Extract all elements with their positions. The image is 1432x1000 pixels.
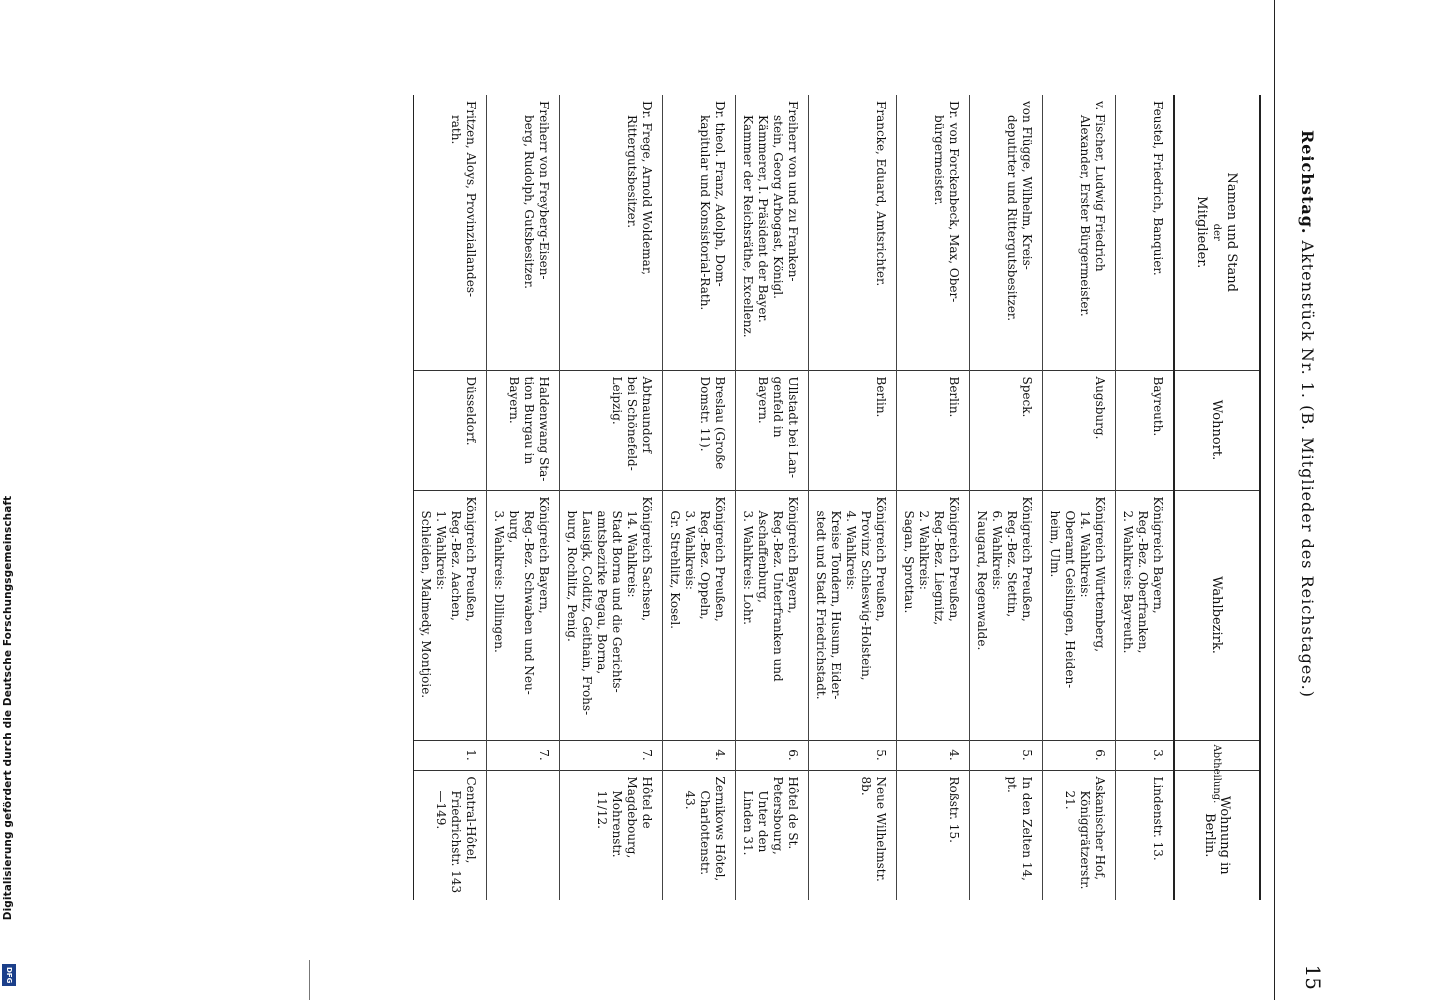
margin-note [0, 0, 20, 1000]
table-row [970, 95, 1043, 900]
residence-line: genfeld in [771, 376, 785, 438]
district-line: Reg.-Bez. Liegnitz, [932, 510, 946, 626]
residence-line: Ullstadt bei Lan- [786, 376, 800, 479]
division-cell: 7. [560, 740, 663, 770]
district-cell [736, 490, 809, 740]
district-cell [897, 490, 970, 740]
district-line: Königreich Bayern, [1151, 496, 1165, 614]
berlin-address-cell [487, 770, 560, 900]
district-cell [1043, 490, 1116, 740]
berlin-line: Charlottenstr. 43. [683, 790, 712, 876]
residence-line: Haldenwang Sta- [537, 376, 551, 482]
table-body [414, 95, 1175, 900]
residence-line: Berlin. [947, 376, 961, 418]
margin-tick [309, 960, 310, 1000]
residence-cell [736, 370, 809, 490]
residence-line: Abtnaundorf [640, 376, 654, 454]
member-name-cell [809, 95, 897, 370]
division-cell: 1. [414, 740, 487, 770]
col-header-residence: Wohnort. [1174, 370, 1260, 490]
name-line: Freiherr von Freyberg-Eisen- [537, 101, 551, 280]
district-line: 6. Wahlkreis: [990, 510, 1004, 590]
district-line: Lausigk, Colditz, Geithain, Frohs- [580, 510, 594, 716]
berlin-line: Central-Hôtel, [464, 776, 478, 864]
berlin-line: Lindenstr. 13. [1151, 776, 1165, 861]
district-cell [414, 490, 487, 740]
table-row [736, 95, 809, 900]
berlin-address-cell [414, 770, 487, 900]
page-title [1287, 130, 1317, 930]
name-line: Rittergutsbesitzer. [625, 115, 639, 229]
members-table [413, 95, 1261, 900]
berlin-line: Roßstr. 15. [947, 776, 961, 843]
district-line: Oberamt Geislingen, Heiden- [1063, 510, 1077, 689]
member-name-cell [897, 95, 970, 370]
member-name-cell [414, 95, 487, 370]
berlin-line: Mohrenstr. 11/12. [595, 790, 624, 858]
table-row [809, 95, 897, 900]
division-cell: 3. [1116, 740, 1175, 770]
berlin-address-cell [809, 770, 897, 900]
residence-cell [560, 370, 663, 490]
member-name-cell [1043, 95, 1116, 370]
district-cell [809, 490, 897, 740]
district-line: 14. Wahlkreis: [1078, 510, 1092, 598]
residence-line: Domstr. 11). [698, 376, 712, 452]
dfg-logo: DFG [2, 964, 16, 986]
district-line: amtsbezirke Pegau, Borna, [595, 510, 609, 675]
title-reichstag: Reichstag. [1298, 130, 1317, 235]
district-line: Königreich Preußen, [1020, 496, 1034, 622]
residence-cell [1116, 370, 1175, 490]
table-row [1043, 95, 1116, 900]
district-line: Reg.-Bez. Stettin, [1005, 510, 1019, 618]
residence-cell [487, 370, 560, 490]
berlin-line: Askanischer Hof, [1093, 776, 1107, 881]
district-line: Reg.-Bez. Unterfranken und [771, 510, 785, 682]
division-cell: 6. [1043, 740, 1116, 770]
header-rule [1274, 0, 1275, 1000]
name-line: berg, Rudolph, Gutsbesitzer. [522, 115, 536, 289]
table-row [487, 95, 560, 900]
name-line: Fritzen, Aloys, Provinziallandes- [464, 101, 478, 298]
district-line: 3. Wahlkreis: Dillingen. [492, 510, 506, 653]
name-line: Alexander, Erster Bürgermeister. [1078, 115, 1092, 317]
district-line: Gr. Strehlitz, Kosel. [668, 510, 682, 629]
name-line: Kämmerer, I. Präsident der Bayer. [756, 115, 770, 323]
district-line: Naugard, Regenwalde. [975, 510, 989, 651]
district-line: Stadt Borna und die Gerichts- [610, 510, 624, 693]
district-line: Reg.-Bez. Oberfranken, [1136, 510, 1150, 654]
district-cell [663, 490, 736, 740]
district-line: Königreich Preußen, [947, 496, 961, 622]
name-line: Dr. theol. Franz, Adolph, Dom- [713, 101, 727, 287]
name-line: Feustel, Friedrich, Banquier. [1151, 101, 1165, 276]
berlin-address-cell [663, 770, 736, 900]
district-line: Sagan, Sprottau. [902, 510, 916, 614]
residence-line: Bayern. [756, 376, 770, 424]
district-line: Königreich Preußen, [464, 496, 478, 622]
residence-line: Berlin. [874, 376, 888, 418]
name-line: deputirter und Rittergutsbesitzer. [1005, 115, 1019, 322]
district-line: burg, Rochlitz, Penig. [565, 510, 579, 642]
funding-note: Digitalisierung gefördert durch die Deutsche Forschungsgemeinschaft [2, 495, 14, 921]
berlin-address-cell [736, 770, 809, 900]
residence-line: Augsburg. [1093, 376, 1107, 440]
name-line: v. Fischer, Ludwig Friedrich [1093, 101, 1107, 272]
berlin-line: Hôtel de Magdebourg, [625, 776, 654, 859]
residence-cell [663, 370, 736, 490]
col-header-name: Namen und Stand der Mitglieder. [1174, 95, 1260, 370]
residence-line: bei Schönefeld- [625, 376, 639, 471]
table-header-row [1174, 95, 1260, 900]
table-row [1116, 95, 1175, 900]
district-line: Königreich Preußen, [874, 496, 888, 622]
col-header-berlin: Wohnung in Berlin. [1174, 770, 1260, 900]
district-line: Reg.-Bez. Schwaben und Neu- [522, 510, 536, 695]
berlin-line: Neue Wilhelmstr. 8b. [859, 776, 888, 882]
page-number: 15 [1301, 964, 1325, 990]
residence-line: Düsseldorf. [464, 376, 478, 446]
name-line: Francke, Eduard, Amtsrichter. [874, 101, 888, 287]
district-line: stedt und Stadt Friedrichstadt. [814, 510, 828, 700]
district-line: 3. Wahlkreis: Lohr. [741, 510, 755, 625]
district-line: Reg.-Bez. Oppeln, [698, 510, 712, 620]
berlin-address-cell [897, 770, 970, 900]
district-line: Kreise Tondern, Husum, Eider- [829, 510, 843, 700]
district-line: Reg.-Bez. Aachen, [449, 510, 463, 621]
district-line: 2. Wahlkreis: [917, 510, 931, 590]
district-cell [487, 490, 560, 740]
district-line: 2. Wahlkreis: Bayreuth. [1121, 510, 1135, 654]
district-line: Königreich Preußen, [713, 496, 727, 622]
residence-line: Leipzig. [610, 376, 624, 425]
residence-cell [809, 370, 897, 490]
table-row [560, 95, 663, 900]
district-line: 3. Wahlkreis: [683, 510, 697, 590]
residence-line: Bayern. [507, 376, 521, 424]
member-name-cell [970, 95, 1043, 370]
division-cell: 4. [897, 740, 970, 770]
berlin-address-cell [1116, 770, 1175, 900]
district-line: heim, Ulm. [1048, 510, 1062, 578]
district-line: Aschaffenburg, [756, 510, 770, 603]
residence-line: Speck. [1020, 376, 1034, 418]
residence-line: Bayreuth. [1151, 376, 1165, 437]
name-line: bürgermeister. [932, 115, 946, 206]
title-rest: Aktenstück Nr. 1. (B. Mitglieder des Reichstages.) [1298, 240, 1317, 698]
berlin-address-cell [560, 770, 663, 900]
col-header-division: Abtheilung. [1174, 740, 1260, 770]
division-cell: 4. [663, 740, 736, 770]
member-name-cell [1116, 95, 1175, 370]
berlin-line: Hôtel de St. Petersbourg, [771, 776, 800, 855]
district-cell [1116, 490, 1175, 740]
division-cell: 5. [809, 740, 897, 770]
name-line: kapitular und Konsistorial-Rath. [698, 115, 712, 311]
berlin-line: Unter den Linden 31. [741, 790, 770, 856]
division-cell: 6. [736, 740, 809, 770]
division-cell: 7. [487, 740, 560, 770]
district-line: Königreich Bayern, [786, 496, 800, 614]
district-line: burg, [507, 510, 521, 544]
berlin-address-cell [1043, 770, 1116, 900]
district-line: Provinz Schleswig-Holstein, [859, 510, 873, 681]
district-line: 14. Wahlkreis: [625, 510, 639, 598]
member-name-cell [487, 95, 560, 370]
name-line: Kammer der Reichsräthe, Excellenz. [741, 115, 755, 338]
table-row [414, 95, 487, 900]
berlin-line: Friedrichstr. 143—149. [434, 790, 463, 894]
residence-line: tion Burgau in [522, 376, 536, 465]
name-line: rath. [449, 115, 463, 145]
page-header [1279, 0, 1365, 1000]
district-line: Königreich Bayern, [537, 496, 551, 614]
residence-cell [1043, 370, 1116, 490]
col-header-district: Wahlbezirk. [1174, 490, 1260, 740]
berlin-line: Königgrätzerstr. 21. [1063, 790, 1092, 890]
district-line: Königreich Sachsen, [640, 496, 654, 622]
member-name-cell [736, 95, 809, 370]
member-name-cell [663, 95, 736, 370]
member-name-cell [560, 95, 663, 370]
name-line: Dr. Frege, Arnold Woldemar, [640, 101, 654, 276]
residence-cell [897, 370, 970, 490]
berlin-line: In den Zelten 14, pt. [1005, 776, 1034, 881]
table-row [663, 95, 736, 900]
residence-cell [970, 370, 1043, 490]
berlin-address-cell [970, 770, 1043, 900]
name-line: Freiherr von und zu Franken- [786, 101, 800, 282]
document-page [65, 0, 1365, 1000]
residence-cell [414, 370, 487, 490]
table-row [897, 95, 970, 900]
berlin-line: Zernikows Hôtel, [713, 776, 727, 882]
residence-line: Breslau (Große [713, 376, 727, 470]
name-line: Dr. von Forckenbeck, Max, Ober- [947, 101, 961, 303]
district-line: 4. Wahlkreis: [844, 510, 858, 590]
district-line: Königreich Württemberg, [1093, 496, 1107, 653]
district-cell [560, 490, 663, 740]
district-cell [970, 490, 1043, 740]
name-line: stein, Georg Arbogast, Königl. [771, 115, 785, 299]
district-line: 1. Wahlkreis: [434, 510, 448, 590]
district-line: Schleiden, Malmedy, Montjoie. [419, 510, 433, 699]
division-cell: 5. [970, 740, 1043, 770]
name-line: von Flügge, Wilhelm, Kreis- [1020, 101, 1034, 270]
